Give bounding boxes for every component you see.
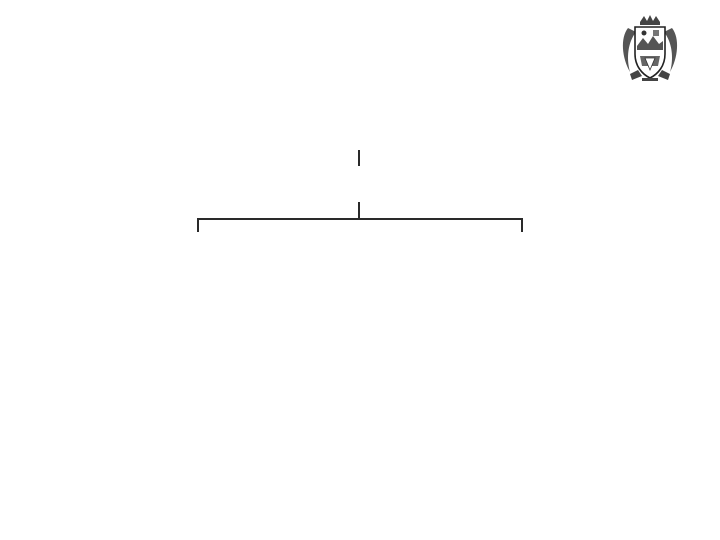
connector-right-drop [521,218,523,232]
connector-middle-stem [358,202,360,219]
coat-of-arms-icon [618,14,682,84]
connector-top-middle [358,150,360,166]
connector-left-drop [197,218,199,232]
connector-horizontal-bar [197,218,523,220]
logo [610,14,690,106]
